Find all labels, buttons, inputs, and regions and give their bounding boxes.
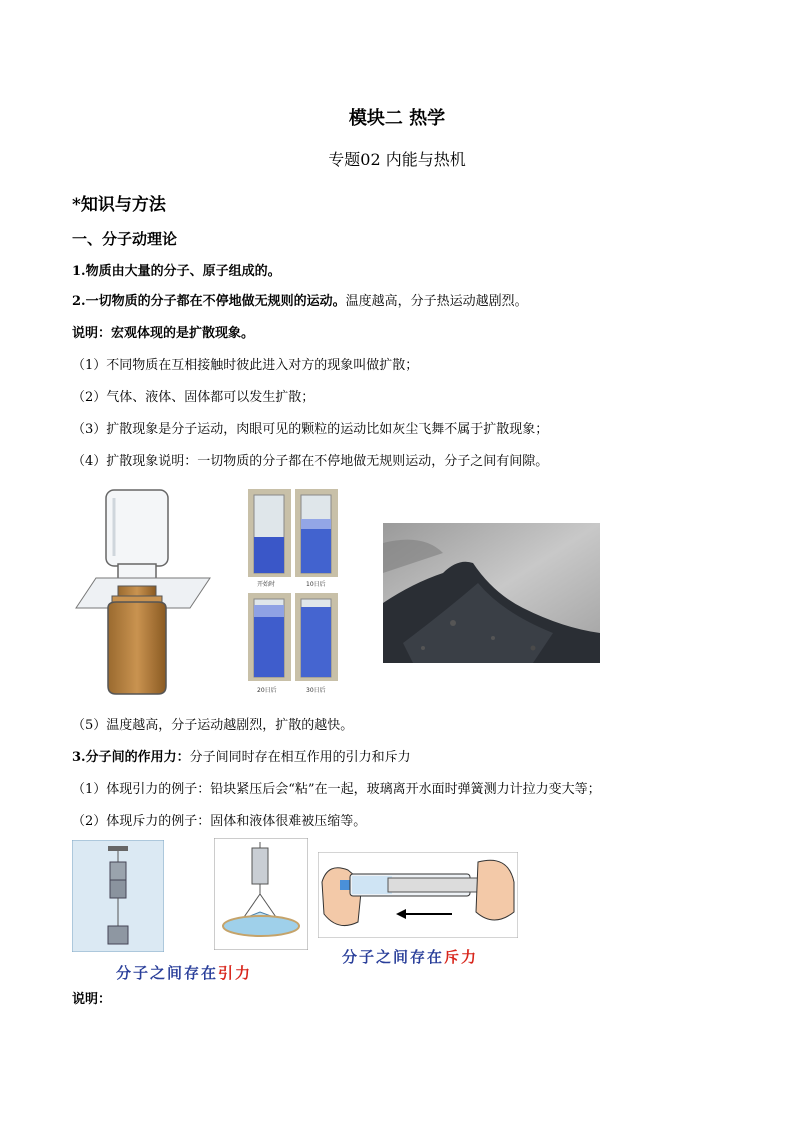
- caption-attraction-word: 引力: [218, 964, 253, 982]
- caption-attraction-prefix: 分子之间存在: [116, 964, 219, 982]
- note-diffusion: 说明：宏观体现的是扩散现象。: [72, 326, 255, 341]
- section-heading: *知识与方法: [72, 195, 166, 215]
- caption-repulsion-word: 斥力: [444, 948, 479, 966]
- caption-repulsion-prefix: 分子之间存在: [342, 948, 445, 966]
- spring-scale-figure: [214, 838, 308, 950]
- point-2-bold: 2.一切物质的分子都在不停地做无规则的运动。: [72, 294, 346, 309]
- tube-30-days: [295, 593, 338, 681]
- syringe-figure: [318, 852, 518, 938]
- point-3-rest: 分子间同时存在相互作用的引力和斥力: [189, 750, 411, 765]
- list-item: （1）体现引力的例子：铅块紧压后会“粘”在一起，玻璃离开水面时弹簧测力计拉力变大等；: [72, 782, 601, 797]
- gas-diffusion-jars-figure: [74, 486, 214, 700]
- tube-label: 10日后: [306, 581, 326, 588]
- point-3-bold: 3.分子间的作用力：: [72, 750, 190, 765]
- heading-molecular-theory: 一、分子动理论: [72, 230, 178, 248]
- liquid-diffusion-tubes-figure: [246, 487, 340, 699]
- list-item: （4）扩散现象说明：一切物质的分子都在不停地做无规则运动，分子之间有间隙。: [72, 454, 549, 469]
- list-item: （1）不同物质在互相接触时彼此进入对方的现象叫做扩散；: [72, 358, 419, 373]
- tube-label: 20日后: [257, 687, 277, 694]
- point-2-rest: 温度越高，分子热运动越剧烈。: [345, 294, 528, 309]
- tube-label: 30日后: [306, 687, 326, 694]
- point-2: [72, 292, 528, 312]
- caption-attraction: [116, 962, 252, 983]
- list-item: （3）扩散现象是分子运动，肉眼可见的颗粒的运动比如灰尘飞舞不属于扩散现象；: [72, 422, 549, 437]
- tube-start: [248, 489, 291, 577]
- lead-blocks-figure: [72, 840, 164, 952]
- page-title: 模块二 热学: [348, 108, 446, 129]
- caption-repulsion: [342, 946, 478, 967]
- list-item: （5）温度越高，分子运动越剧烈，扩散的越快。: [72, 718, 354, 733]
- tube-20-days: [248, 593, 291, 681]
- point-3: [72, 748, 411, 768]
- tube-label: 开始时: [257, 581, 276, 588]
- list-item: （2）气体、液体、固体都可以发生扩散；: [72, 390, 315, 405]
- coal-wall-photo: [383, 523, 600, 663]
- list-item: （2）体现斥力的例子：固体和液体很难被压缩等。: [72, 814, 367, 829]
- point-1: 1.物质由大量的分子、原子组成的。: [72, 264, 281, 279]
- tube-10-days: [295, 489, 338, 577]
- note-label: 说明：: [72, 992, 112, 1007]
- page-subtitle: 专题02 内能与热机: [328, 150, 466, 169]
